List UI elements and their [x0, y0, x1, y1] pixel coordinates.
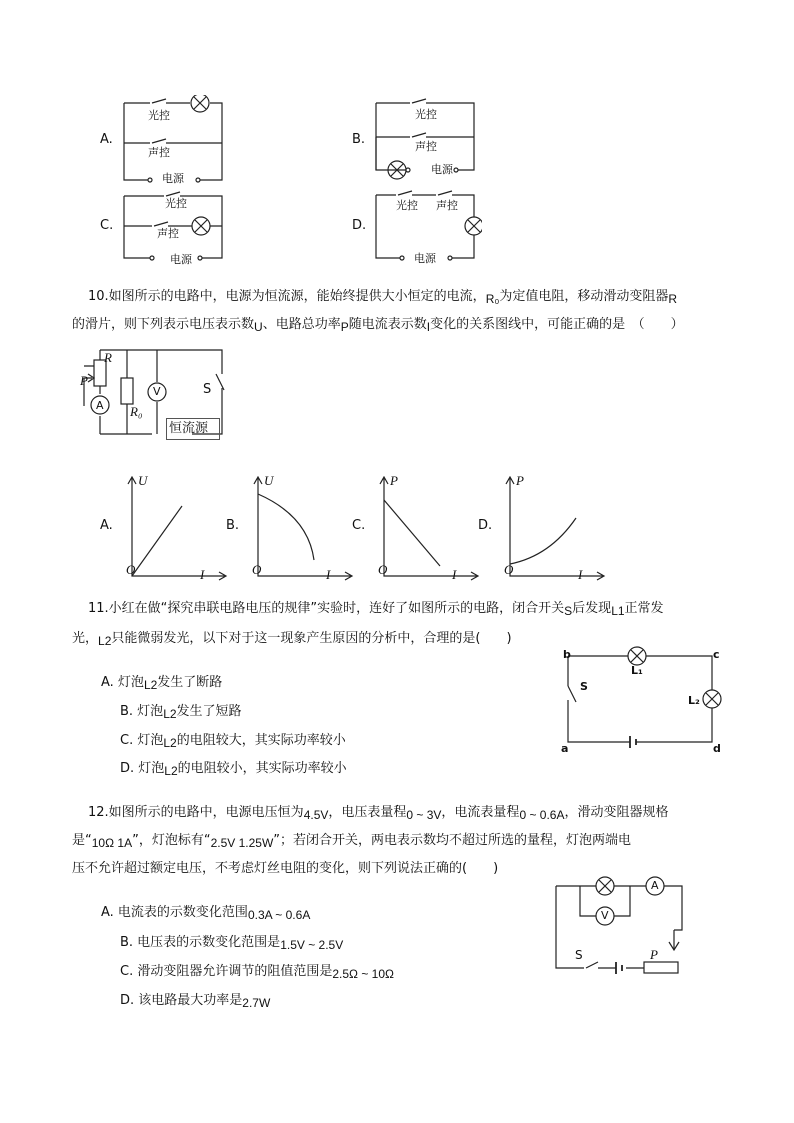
- q9-d-power-label: 电源: [414, 252, 436, 265]
- q10-circuit-s: S: [203, 382, 212, 397]
- q9-option-a-label: A.: [100, 132, 113, 147]
- q12-slider-p: P: [650, 947, 658, 962]
- q12-ammeter-range: 0 ~ 0.6A: [519, 808, 565, 822]
- q12-switch-s: S: [575, 948, 583, 962]
- q10-line2b: 、电路总功率: [262, 317, 341, 332]
- q10-graph-ylabel: U: [138, 473, 148, 488]
- q10-line1: [88, 288, 677, 308]
- q12-ammeter-a: A: [651, 879, 659, 892]
- q11-option-a: [101, 674, 222, 694]
- q10-graph-xlabel: I: [326, 567, 331, 582]
- q10-section: [0, 280, 794, 580]
- q10-graph-b: [248, 476, 358, 586]
- q11-option-c: [120, 732, 346, 752]
- q9-c-light-label: 光控: [165, 197, 187, 210]
- q12-section: [0, 800, 794, 1020]
- q12-line1b: ，电压表量程: [328, 805, 407, 820]
- q12-line1d: ，滑动变阻器规格: [564, 805, 669, 820]
- q11-lamp-l2: L₂: [688, 694, 700, 707]
- q12-voltmeter-v: V: [601, 909, 609, 922]
- q11-section: [0, 596, 794, 786]
- q11-l1: L1: [611, 604, 625, 618]
- q11-node-d: d: [713, 742, 721, 755]
- q9-a-light-label: 光控: [148, 109, 170, 122]
- q12-option-c-value: 2.5Ω ~ 10Ω: [332, 967, 394, 981]
- q9-b-light-label: 光控: [415, 108, 437, 121]
- q10-source-label: 恒流源: [169, 421, 209, 436]
- q11-switch-s: S: [580, 680, 588, 693]
- q11-circuit: [560, 646, 730, 756]
- q11-option-d-label: D. 灯泡: [120, 761, 165, 776]
- q11-s: S: [564, 604, 573, 618]
- q12-option-b-text: B. 电压表的示数变化范围是: [120, 935, 281, 950]
- q12-option-a-value: 0.3A ~ 0.6A: [247, 908, 311, 922]
- q10-graph-ylabel: P: [390, 473, 398, 488]
- q11-node-c: c: [713, 648, 720, 661]
- q10-graph-option-c: C.: [352, 518, 366, 533]
- q12-option-b: [120, 934, 343, 954]
- q11-line1b: 后发现: [572, 601, 612, 616]
- q10-circuit-a: A: [96, 399, 104, 412]
- q11-option-b-lamp: L2: [163, 707, 177, 721]
- q12-option-d-text: D. 该电路最大功率是: [120, 993, 243, 1008]
- q10-graph-option-b: B.: [226, 518, 240, 533]
- q11-option-a-rest: 发生了断路: [157, 675, 223, 690]
- q9-a-sound-label: 声控: [148, 146, 170, 159]
- q10-line2d: 变化的关系图线中，可能正确的是 （ ）: [430, 317, 684, 332]
- q12-line1a: 12.如图所示的电路中，电源电压恒为: [88, 805, 304, 820]
- q9-section: [0, 0, 794, 280]
- q12-rheostat-spec: 10Ω 1A: [91, 836, 133, 850]
- q12-lamp-spec: 2.5V 1.25W: [210, 836, 274, 850]
- q10-graph-curve: [510, 518, 576, 564]
- q10-graph-origin: O: [504, 562, 514, 577]
- q11-option-d: [120, 760, 347, 780]
- q12-option-a: [101, 904, 310, 924]
- q12-voltmeter-range: 0 ~ 3V: [406, 808, 442, 822]
- q11-option-a-lamp: L2: [143, 678, 158, 692]
- q11-option-c-rest: 的电阻较大，其实际功率较小: [176, 733, 346, 748]
- q12-option-c-text: C. 滑动变阻器允许调节的阻值范围是: [120, 964, 333, 979]
- q11-option-c-label: C. 灯泡: [120, 733, 164, 748]
- q10-line2: [72, 316, 684, 336]
- q10-graph-axes: [128, 477, 226, 580]
- q10-graph-xlabel: I: [200, 567, 205, 582]
- q11-line1a: 11.小红在做“探究串联电路电压的规律”实验时，连好了如图所示的电路，闭合开关: [88, 601, 565, 616]
- q12-line3: 压不允许超过额定电压，不考虑灯丝电阻的变化，则下列说法正确的( ): [72, 861, 499, 876]
- q10-p: P: [340, 320, 349, 334]
- q11-option-c-lamp: L2: [163, 736, 177, 750]
- q11-line1: [88, 600, 664, 620]
- q11-option-d-rest: 的电阻较小，其实际功率较小: [177, 761, 347, 776]
- q10-graph-origin: O: [126, 562, 136, 577]
- q10-r: R: [668, 292, 678, 306]
- q10-graph-option-d: D.: [478, 518, 493, 533]
- q10-circuit-r0: R₀: [130, 404, 143, 419]
- q12-option-c: [120, 963, 394, 983]
- q10-line2c: 随电流表示数: [348, 317, 427, 332]
- q9-c-power-label: 电源: [170, 253, 192, 266]
- q10-graph-xlabel: I: [578, 567, 583, 582]
- q10-r0: R₀: [485, 292, 500, 306]
- q10-graph-curve: [384, 500, 440, 566]
- q11-option-b-label: B. 灯泡: [120, 704, 164, 719]
- q10-graph-option-a: A.: [100, 518, 113, 533]
- q9-option-c-label: C.: [100, 218, 114, 233]
- q12-line2: [72, 832, 631, 852]
- q9-d-light-label-2: 声控: [436, 199, 458, 212]
- q9-option-b-label: B.: [352, 132, 366, 147]
- q12-option-a-text: A. 电流表的示数变化范围: [101, 905, 248, 920]
- q12-line2b: ”，灯泡标有“: [132, 833, 211, 848]
- q10-text1: 10.如图所示的电路中，电源为恒流源，能始终提供大小恒定的电流，: [88, 289, 486, 304]
- q12-circuit: [550, 870, 700, 980]
- q11-line1c: 正常发: [624, 601, 664, 616]
- q12-option-b-value: 1.5V ~ 2.5V: [280, 938, 344, 952]
- q10-i: I: [426, 320, 431, 334]
- q10-graph-axes: [506, 477, 604, 580]
- q10-graph-c: [374, 476, 484, 586]
- q10-circuit-r: R: [104, 350, 112, 365]
- q10-graph-curve: [132, 506, 182, 576]
- q10-graph-axes: [380, 477, 478, 580]
- q12-supply-voltage: 4.5V: [303, 808, 329, 822]
- q11-l2: L2: [98, 634, 112, 648]
- q12-line1c: ，电流表量程: [441, 805, 520, 820]
- q10-graph-curve: [258, 494, 314, 560]
- q9-a-power-label: 电源: [162, 172, 184, 185]
- q10-line2a: 的滑片，则下列表示电压表示数: [72, 317, 255, 332]
- q10-circuit-v: V: [153, 385, 161, 398]
- q11-option-b-rest: 发生了短路: [176, 704, 242, 719]
- q10-graph-d: [500, 476, 610, 586]
- q10-graph-origin: O: [252, 562, 262, 577]
- q12-option-d-value: 2.7W: [242, 996, 271, 1010]
- q11-option-a-label: A. 灯泡: [101, 675, 144, 690]
- q9-c-sound-label: 声控: [157, 227, 179, 240]
- q10-graph-xlabel: I: [452, 567, 457, 582]
- q12-line1: [88, 804, 669, 824]
- q11-line2a: 光，: [72, 631, 99, 646]
- q9-option-d-label: D.: [352, 218, 367, 233]
- q11-option-b: [120, 703, 242, 723]
- q10-circuit-p: P: [80, 373, 88, 388]
- q11-lamp-l1: L₁: [631, 664, 643, 677]
- q11-node-b: b: [563, 648, 571, 661]
- q12-line2a: 是“: [72, 833, 92, 848]
- q10-graph-ylabel: U: [264, 473, 274, 488]
- q10-graph-a: [122, 476, 232, 586]
- q10-graph-origin: O: [378, 562, 388, 577]
- q11-node-a: a: [561, 742, 569, 755]
- q9-b-sound-label: 声控: [415, 140, 437, 153]
- q10-u: U: [254, 320, 263, 334]
- q11-option-d-lamp: L2: [164, 764, 178, 778]
- q12-option-d: [120, 992, 270, 1012]
- q12-line2c: ”；若闭合开关，两电表示数均不超过所选的量程，灯泡两端电: [273, 833, 632, 848]
- q11-line2b: 只能微弱发光，以下对于这一现象产生原因的分析中，合理的是( ): [111, 631, 512, 646]
- q9-b-power-label: 电源: [431, 163, 453, 176]
- q10-text2: 为定值电阻，移动滑动变阻器: [499, 289, 669, 304]
- q10-graph-ylabel: P: [516, 473, 524, 488]
- q9-d-light-label-1: 光控: [396, 199, 418, 212]
- q10-constant-current-source: [166, 418, 220, 440]
- q11-line2: [72, 630, 512, 650]
